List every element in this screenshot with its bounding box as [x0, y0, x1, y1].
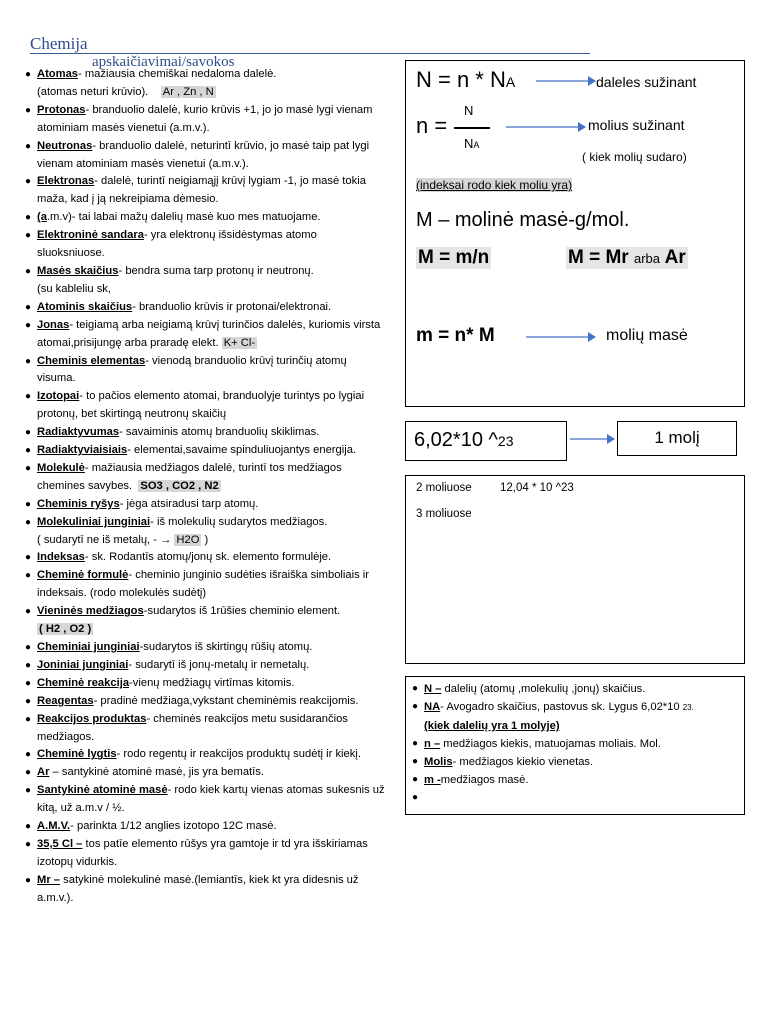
bullet-icon: ●: [25, 140, 32, 152]
legend-box: [405, 676, 745, 815]
indeksai-note: (indeksai rodo kiek moliu yra): [416, 178, 573, 192]
list-item: ● Protonas- branduolio dalelė, kurio krūvis +1, jo jo masė lygi vienam atominiam masės vienetui (a.m.v.).: [25, 103, 373, 134]
bullet-icon: ●: [412, 683, 419, 694]
bullet-icon: ●: [25, 301, 32, 313]
avogadro-box: 6,02*10 ^23: [405, 421, 567, 461]
bullet-icon: ●: [25, 659, 32, 671]
list-item: ● Radiaktyviaisiais- elementai,savaime spinduliuojantys energija.: [25, 442, 387, 460]
list-item: ● Joniniai junginiai- sudarytī iš jonų-metalų ir nemetalų.: [25, 657, 387, 675]
formula-moles-result: molius sužinant: [588, 117, 685, 133]
bullet-icon: ●: [25, 176, 32, 188]
list-item: ● Molekulė- mažiausia medžiagos dalelė, turintī tos medžiagos chemines savybes. SO3 , CO2 , N2: [25, 461, 342, 492]
list-item: ● 35,5 Cl – tos patīe elemento rūšys yra gamtoje ir td yra išskiriamas izotopų vidurkis.: [25, 837, 368, 868]
moles-2-label: 2 moliuose: [416, 482, 472, 494]
moles-2-value: 12,04 * 10 ^23: [500, 482, 574, 494]
definitions-list: [25, 66, 387, 908]
list-item: ● Jonas- teigiamą arba neigiamą krūvį turinčios dalelės, kuriomis virsta atomai,prisijungę arba praradę elekt. K+ Cl-: [25, 318, 381, 349]
list-item: ● A.M.V.- parinkta 1/12 anglies izotopo 12C masė.: [25, 818, 387, 836]
bullet-icon: ●: [25, 785, 32, 797]
formula-box: [405, 60, 745, 407]
bullet-icon: ●: [412, 756, 419, 767]
bullet-icon: ●: [25, 462, 32, 474]
moles-box: [405, 475, 745, 664]
list-item: ● m -medžiagos masė.: [412, 771, 738, 789]
bullet-icon: ●: [25, 767, 32, 779]
bullet-icon: ●: [25, 821, 32, 833]
list-item: ● Cheminis elementas- vienodą branduolio krūvį turinčių atomų visuma.: [25, 354, 347, 385]
bullet-icon: ●: [25, 498, 32, 510]
list-item: ● Cheminė lygtis- rodo regentų ir reakcijos produktų sudėtį ir kiekį.: [25, 746, 387, 764]
list-item: ● Reakcijos produktas- cheminės reakcijos metu susidarančios medžiagos.: [25, 712, 348, 743]
list-item: ● Mr – satykinė molekulinė masė.(lemiantīs, kiek kt yra didesnis už a.m.v.).: [25, 873, 359, 904]
list-item: ● n – medžiagos kiekis, matuojamas moliais. Mol.: [412, 735, 738, 753]
bullet-icon: ●: [25, 445, 32, 457]
bullet-icon: ●: [25, 319, 32, 331]
arrow-icon: [570, 429, 615, 449]
formula-molar-mass: M = m/n: [418, 247, 490, 268]
fraction-numerator: N: [464, 103, 474, 118]
list-item: ● Radiaktyvumas- savaiminis atomų branduolių skiklimas.: [25, 424, 387, 442]
formula-mass: m = n* M: [416, 325, 495, 346]
list-item: ● NA- Avogadro skaičius, pastovus sk. Lygus 6,02*10 23. (kiek dalelių yra 1 molyje): [412, 698, 738, 735]
bullet-icon: ●: [25, 713, 32, 725]
moles-3-label: 3 moliuose: [416, 508, 472, 520]
bullet-icon: ●: [25, 838, 32, 850]
list-item: ● Neutronas- branduolio dalelė, neturintī krūvio, jo masė taip pat lygi vienam atominiam masės vienetui (a.m.v.).: [25, 139, 370, 170]
list-item: ● Elektronas- dalelė, turintī neigiamąjį krūvį lygiam -1, jo masė tokia maža, kad į ją nekreipiama dėmesio.: [25, 175, 366, 206]
bullet-icon: ●: [25, 749, 32, 761]
bullet-icon: ●: [412, 738, 419, 749]
bullet-icon: ●: [412, 701, 419, 712]
list-item: ● Reagentas- pradinė medžiaga,vykstant cheminėmis reakcijomis.: [25, 693, 387, 711]
page-subtitle: apskaičiavimai/savokos: [92, 54, 235, 70]
bullet-icon: ●: [25, 516, 32, 528]
list-item: ● Cheminis ryšys- jėga atsiradusi tarp atomų.: [25, 496, 387, 514]
formula-moles-lhs: n =: [416, 113, 448, 138]
bullet-icon: ●: [25, 677, 32, 689]
bullet-icon: ●: [25, 642, 32, 653]
bullet-icon: ●: [25, 552, 32, 564]
list-item: ● Cheminė reakcija-vienų medžiagų virtīmas kitomis.: [25, 675, 387, 693]
bullet-icon: ●: [412, 774, 419, 785]
formula-mass-result: molių masė: [606, 327, 688, 344]
list-item: ● Masės skaičius- bendra suma tarp protonų ir neutronų. (su kableliu sk,: [25, 264, 314, 295]
list-item: ● Elektroninė sandara- yra elektronų išsidėstymas atomo sluoksniuose.: [25, 229, 317, 260]
list-item: ● Atominis skaičius- branduolio krūvis ir protonai/elektronai.: [25, 299, 387, 317]
bullet-icon: ●: [25, 104, 32, 116]
bullet-icon: ●: [25, 265, 32, 277]
formula-mr-ar: M = Mr arba Ar: [568, 247, 686, 268]
fraction-bar: [454, 127, 490, 129]
bullet-icon: ●: [25, 355, 32, 367]
molar-mass-definition: M – molinė masė-g/mol.: [416, 209, 630, 231]
list-item: ● Molis- medžiagos kiekio vienetas.: [412, 753, 738, 771]
formula-particles-result: daleles sužinant: [596, 74, 697, 90]
arrow-icon: [506, 117, 586, 137]
arrow-icon: [526, 327, 596, 347]
formula-particles: N = n * NA: [416, 67, 516, 92]
list-item: ● Cheminiai junginiai-sudarytos iš skirtingų rūšių atomų.: [25, 639, 387, 657]
list-item: ● Molekuliniai junginiai- iš molekulių sudarytos medžiagos. ( sudarytī ne iš metalų, - → H2O ): [25, 515, 328, 546]
bullet-icon: ●: [25, 212, 32, 224]
bullet-icon: ●: [412, 792, 419, 803]
arrow-icon: [536, 71, 596, 91]
page-title: Chemija: [30, 34, 88, 53]
list-item: ● Santykinė atominė masė- rodo kiek kartų vienas atomas sukesnis už kitą, už a.m.v / ½.: [25, 784, 385, 815]
one-mole-box: 1 molį: [617, 421, 737, 456]
bullet-icon: ●: [25, 606, 32, 618]
list-item: ● Indeksas- sk. Rodantīs atomų/jonų sk. elemento formulėje.: [25, 549, 387, 567]
bullet-icon: ●: [25, 874, 32, 886]
bullet-icon: ●: [25, 427, 32, 439]
bullet-icon: ●: [25, 69, 32, 80]
list-item: ● Izotopai- to pačios elemento atomai, branduolyje turintys po lygiai protonų, bet skirtingą neutronų skaičių: [25, 390, 365, 421]
formula-moles-note: ( kiek molių sudaro): [582, 150, 687, 164]
list-item: ● N – dalelių (atomų ,molekulių ,jonų) skaičius.: [412, 680, 738, 698]
list-item: ● (a.m.v)- tai labai mažų dalelių masė kuo mes matuojame.: [25, 209, 387, 227]
list-item: ● Cheminė formulė- cheminio junginio sudėties išraiška simboliais ir indeksais. (rodo molekulės sudėtį): [25, 569, 370, 600]
list-item: ● Ar – santykinė atominė masė, jis yra bematīs.: [25, 764, 387, 782]
bullet-icon: ●: [25, 230, 32, 242]
list-item: ● Vieninės medžiagos-sudarytos iš 1rūšies cheminio element. ( H2 , O2 ): [25, 605, 341, 636]
bullet-icon: ●: [25, 695, 32, 707]
fraction-denominator: NA: [464, 136, 480, 151]
bullet-icon: ●: [25, 570, 32, 582]
list-item: ● Atomas- mažiausia chemiškai nedaloma dalelė. (atomas neturi krūvio). Ar , Zn , N: [25, 68, 277, 98]
bullet-icon: ●: [25, 391, 32, 403]
legend-list: [412, 680, 738, 803]
